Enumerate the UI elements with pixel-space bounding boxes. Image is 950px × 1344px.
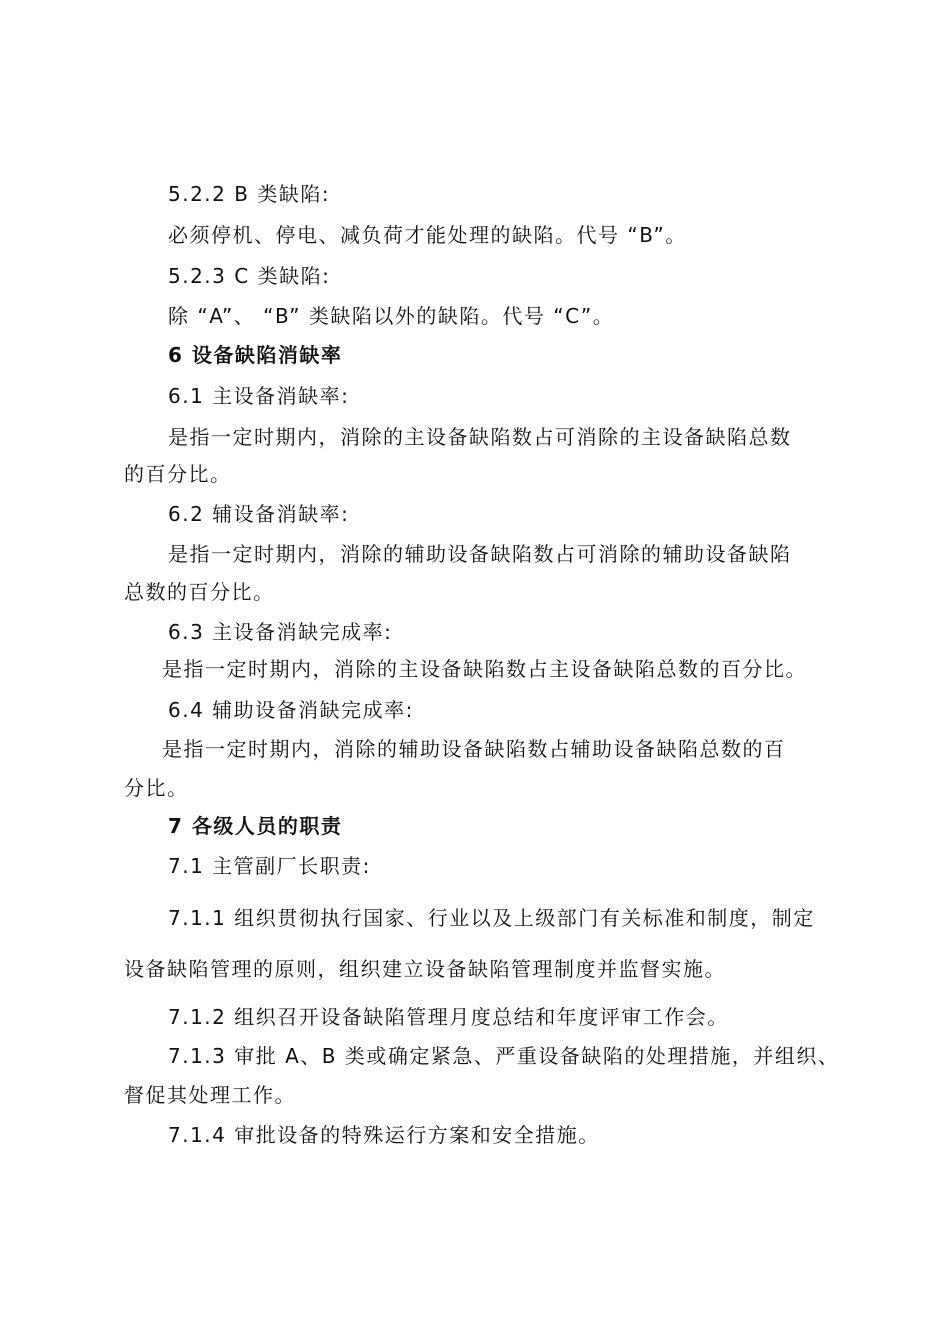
clause-6-1-title: 6.1 主设备消缺率: — [168, 384, 350, 408]
section-7-heading: 7 各级人员的职责 — [168, 814, 343, 838]
clause-7-1-1-line-1: 7.1.1 组织贯彻执行国家、行业以及上级部门有关标准和制度，制定 — [168, 906, 815, 930]
clause-7-1-3-line-2: 督促其处理工作。 — [124, 1083, 296, 1107]
clause-6-1-text-line-1: 是指一定时期内，消除的主设备缺陷数占可消除的主设备缺陷总数 — [168, 425, 792, 449]
clause-5-2-2-title: 5.2.2 B 类缺陷: — [168, 182, 331, 206]
clause-5-2-3-title: 5.2.3 C 类缺陷: — [168, 264, 331, 288]
clause-6-2-title: 6.2 辅设备消缺率: — [168, 502, 350, 526]
clause-6-3-title: 6.3 主设备消缺完成率: — [168, 620, 393, 644]
clause-6-3-text: 是指一定时期内，消除的主设备缺陷数占主设备缺陷总数的百分比。 — [162, 657, 807, 681]
clause-7-1-2: 7.1.2 组织召开设备缺陷管理月度总结和年度评审工作会。 — [168, 1005, 729, 1029]
clause-5-2-2-text: 必须停机、停电、减负荷才能处理的缺陷。代号 “B”。 — [168, 223, 687, 247]
clause-7-1-3-line-1: 7.1.3 审批 A、B 类或确定紧急、严重设备缺陷的处理措施，并组织、 — [168, 1044, 840, 1068]
clause-7-1-title: 7.1 主管副厂长职责: — [168, 854, 371, 878]
clause-6-4-text-line-1: 是指一定时期内，消除的辅助设备缺陷数占辅助设备缺陷总数的百 — [162, 737, 786, 761]
clause-5-2-3-text: 除 “A”、 “B” 类缺陷以外的缺陷。代号 “C”。 — [168, 304, 615, 328]
section-6-heading: 6 设备缺陷消缺率 — [168, 343, 343, 367]
clause-6-4-title: 6.4 辅助设备消缺完成率: — [168, 698, 414, 722]
clause-6-2-text-line-2: 总数的百分比。 — [124, 580, 275, 604]
clause-6-4-text-line-2: 分比。 — [124, 776, 189, 800]
clause-7-1-4: 7.1.4 审批设备的特殊运行方案和安全措施。 — [168, 1123, 600, 1147]
clause-7-1-1-line-2: 设备缺陷管理的原则，组织建立设备缺陷管理制度并监督实施。 — [124, 957, 726, 981]
clause-6-2-text-line-1: 是指一定时期内，消除的辅助设备缺陷数占可消除的辅助设备缺陷 — [168, 542, 792, 566]
clause-6-1-text-line-2: 的百分比。 — [124, 462, 232, 486]
